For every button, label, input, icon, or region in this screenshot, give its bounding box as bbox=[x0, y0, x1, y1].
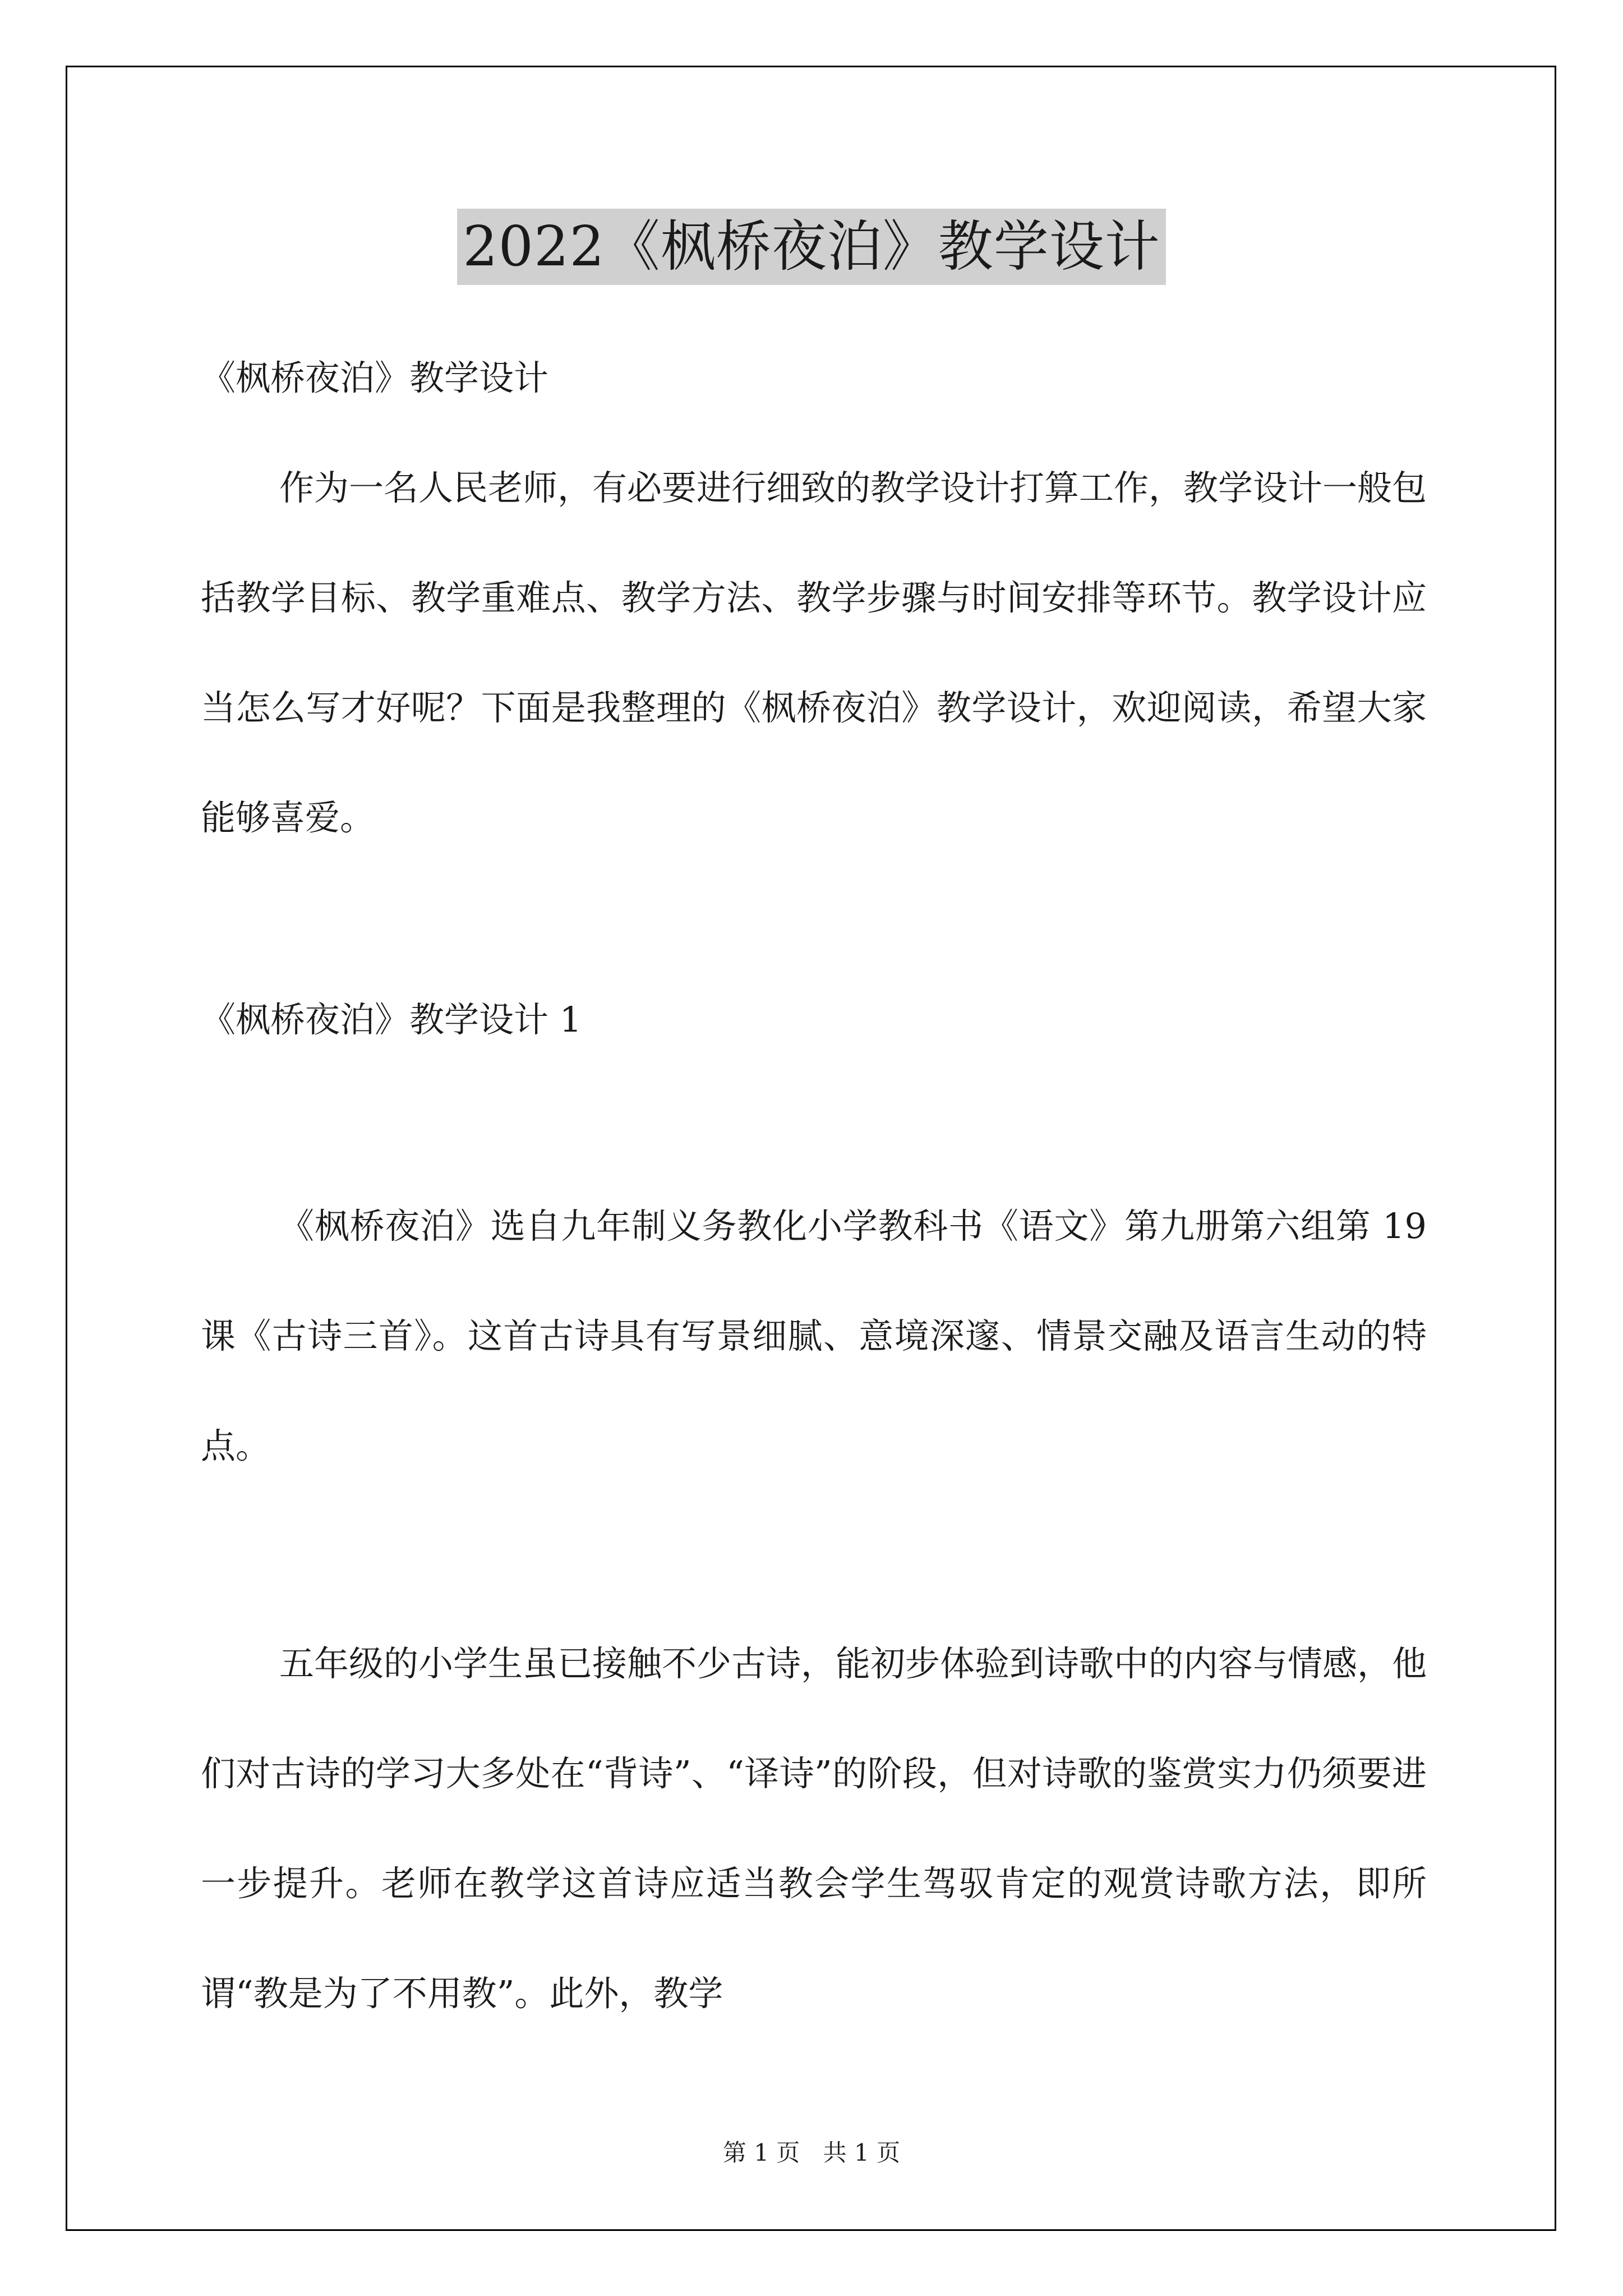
title-container bbox=[0, 209, 1623, 285]
page-number: 第 1 页 bbox=[722, 2139, 800, 2166]
intro-paragraph: 作为一名人民老师，有必要进行细致的教学设计打算工作，教学设计一般包括教学目标、教学重难点、教学方法、教学步骤与时间安排等环节。教学设计应当怎么写才好呢？下面是我整理的《枫桥夜泊》教学设计，欢迎阅读，希望大家能够喜爱。 bbox=[201, 467, 1427, 838]
section-heading: 《枫桥夜泊》教学设计 1 bbox=[201, 999, 582, 1040]
document-subtitle: 《枫桥夜泊》教学设计 bbox=[201, 357, 549, 398]
document-title: 2022《枫桥夜泊》教学设计 bbox=[457, 209, 1165, 285]
body-paragraph-1: 《枫桥夜泊》选自九年制义务教化小学教科书《语文》第九册第六组第 19 课《古诗三首》。这首古诗具有写景细腻、意境深邃、情景交融及语言生动的特点。 bbox=[201, 1205, 1427, 1466]
page-footer bbox=[0, 2136, 1623, 2170]
page-total: 共 1 页 bbox=[823, 2139, 901, 2166]
body-paragraph-2: 五年级的小学生虽已接触不少古诗，能初步体验到诗歌中的内容与情感，他们对古诗的学习大多处在“背诗”、“译诗”的阶段，但对诗歌的鉴赏实力仍须要进一步提升。老师在教学这首诗应适当教会学生驾驭肯定的观赏诗歌方法，即所谓“教是为了不用教”。此外，教学 bbox=[201, 1643, 1427, 2014]
